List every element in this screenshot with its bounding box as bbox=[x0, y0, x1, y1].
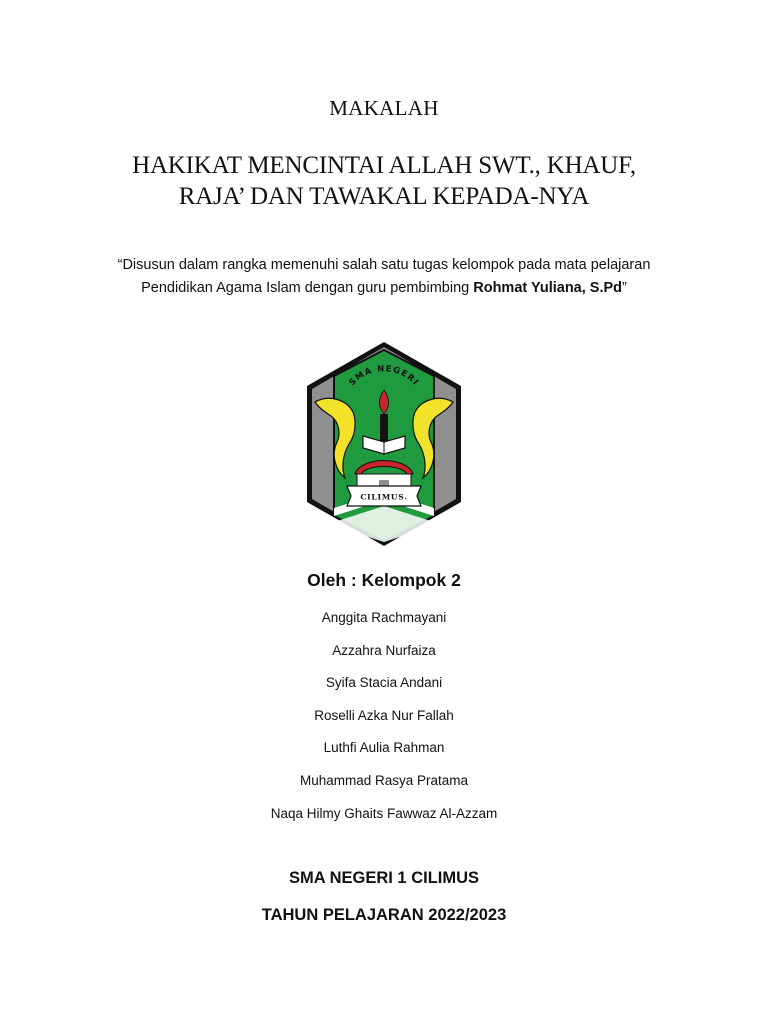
purpose-line-2 bbox=[0, 277, 768, 300]
teacher-name: Rohmat Yuliana, S.Pd bbox=[473, 280, 623, 296]
purpose-line-2-text: Pendidikan Agama Islam dengan guru pembimbing bbox=[141, 280, 474, 296]
list-item: Azzahra Nurfaiza bbox=[332, 642, 436, 658]
academic-year: TAHUN PELAJARAN 2022/2023 bbox=[261, 906, 507, 924]
document-title bbox=[0, 150, 768, 212]
title-line-1: HAKIKAT MENCINTAI ALLAH SWT., KHAUF, bbox=[132, 152, 636, 179]
school-logo bbox=[303, 340, 465, 548]
title-line-2: RAJA’ DAN TAWAKAL KEPADA-NYA bbox=[178, 183, 590, 210]
list-item: Syifa Stacia Andani bbox=[325, 675, 443, 691]
group-heading: Oleh : Kelompok 2 bbox=[307, 570, 461, 590]
purpose-line-1: “Disusun dalam rangka memenuhi salah satu tugas kelompok pada mata pelajaran bbox=[117, 257, 651, 273]
purpose-close-quote: ” bbox=[622, 280, 627, 296]
list-item: Naqa Hilmy Ghaits Fawwaz Al-Azzam bbox=[270, 805, 498, 821]
list-item: Luthfi Aulia Rahman bbox=[323, 740, 445, 756]
list-item: Muhammad Rasya Pratama bbox=[299, 772, 469, 788]
list-item: Roselli Azka Nur Fallah bbox=[314, 707, 454, 723]
member-list bbox=[0, 607, 768, 835]
logo-arc-text: SMA NEGERI bbox=[347, 364, 421, 389]
logo-torch-handle bbox=[380, 414, 388, 444]
document-type: MAKALAH bbox=[329, 96, 439, 120]
school-name: SMA NEGERI 1 CILIMUS bbox=[288, 869, 480, 887]
purpose-statement bbox=[0, 254, 768, 300]
list-item: Anggita Rachmayani bbox=[321, 610, 447, 625]
logo-banner-text: CILIMUS. bbox=[360, 492, 408, 502]
